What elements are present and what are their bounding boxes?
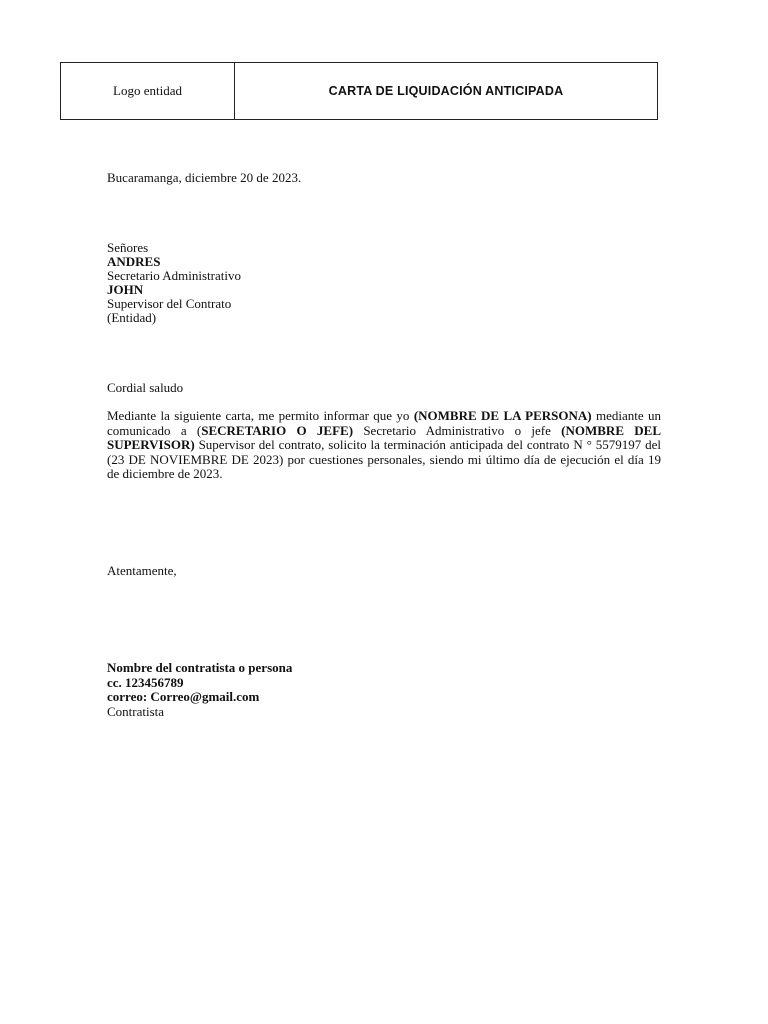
recipient-entity: (Entidad) (107, 310, 157, 325)
date-line: Bucaramanga, diciembre 20 de 2023. (107, 170, 302, 185)
secretary-placeholder: SECRETARIO O JEFE) (201, 422, 354, 438)
recipient-2-name: JOHN (107, 282, 144, 297)
logo-placeholder: Logo entidad (61, 63, 235, 119)
signer-id: cc. 123456789 (107, 674, 184, 690)
document-title: CARTA DE LIQUIDACIÓN ANTICIPADA (328, 84, 564, 98)
body-text-1: Mediante la siguiente carta, me permito informar que yo (107, 408, 414, 423)
signer-role: Contratista (107, 703, 165, 719)
recipient-2-role: Supervisor del Contrato (107, 296, 232, 311)
signature-block (107, 661, 292, 719)
body-text-4: Supervisor del contrato, solicito la terminación anticipada del contrato N ° 5579197 del (23 DE NOVIEMBRE DE 2023) por cuestiones personales, siendo mi último día de ejecución el día 19 de diciembre de 2023. (107, 437, 661, 481)
signer-name: Nombre del contratista o persona (107, 660, 293, 675)
letter-header-table (60, 62, 658, 120)
recipient-1-role: Secretario Administrativo (107, 268, 241, 283)
person-placeholder: (NOMBRE DE LA PERSONA) (413, 408, 592, 423)
body-text-3: Secretario Administrativo o jefe (353, 422, 562, 438)
recipients-block (107, 241, 241, 325)
closing: Atentamente, (107, 563, 177, 578)
salutation: Señores (107, 240, 149, 255)
supervisor-placeholder: (NOMBRE DEL SUPERVISOR) (107, 422, 662, 452)
letter-body (107, 409, 661, 482)
signer-email: correo: Correo@gmail.com (107, 689, 260, 704)
body-text-2: mediante un comunicado a ( (107, 408, 661, 438)
recipient-1-name: ANDRES (107, 254, 161, 269)
greeting: Cordial saludo (107, 380, 184, 395)
